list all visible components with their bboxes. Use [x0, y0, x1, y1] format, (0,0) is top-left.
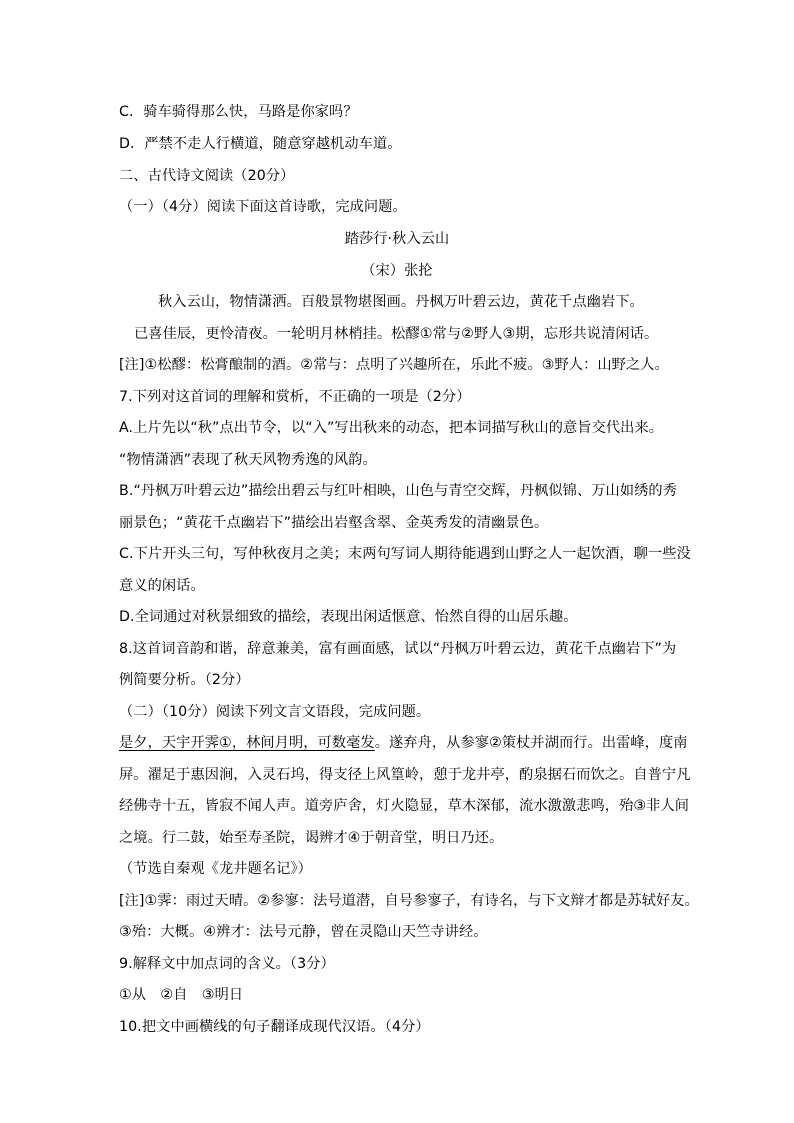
option-c-line: C．骑车骑得那么快，马路是你家吗？	[119, 104, 358, 120]
option-d-line: D．严禁不走人行横道，随意穿越机动车道。	[119, 136, 402, 152]
q7-option-c-cont: 意义的闲话。	[119, 578, 205, 594]
q7-option-a: A.上片先以“秋”点出节令，以“入”写出秋来的动态，把本词描写秋山的意旨交代出来。	[119, 420, 664, 436]
prose-source: （节选自秦观《龙井题名记》）	[119, 861, 312, 877]
question-9: 9.解释文中加点词的含义。（3分）	[119, 956, 335, 972]
prose-notes-2: ③殆：大概。④辨才：法号元静，曾在灵隐山天竺寺讲经。	[119, 924, 488, 940]
question-8: 8.这首词音韵和谐，辞意兼美，富有画面感，试以“丹枫万叶碧云边，黄花千点幽岩下”为	[119, 641, 677, 657]
poem-title: 踏莎行·秋入云山	[344, 231, 450, 247]
q7-option-a-cont: “物情潇洒”表现了秋天风物秀逸的风韵。	[119, 452, 377, 468]
poem-author: （宋）张抡	[361, 263, 433, 279]
q7-option-b: B.“丹枫万叶碧云边”描绘出碧云与红叶相映，山色与青空交辉，丹枫似锦、万山如绣的秀	[119, 483, 677, 499]
prose-line-2: 屏。濯足于惠因涧，入灵石坞，得支径上风篁岭，憩于龙井亭，酌泉据石而饮之。自普宁凡	[119, 767, 691, 783]
subsection-prose-intro: （二）（10分）阅读下列文言文语段，完成问题。	[119, 704, 431, 720]
prose-notes-1: [注]①霁：雨过天晴。②参寥：法号道潜，自号参寥子，有诗名，与下文辩才都是苏轼好友。	[119, 893, 699, 909]
prose-line-4: 之境。行二鼓，始至寿圣院，谒辨才④于朝音堂，明日乃还。	[119, 830, 504, 846]
prose-line-1	[119, 734, 688, 752]
question-8-cont: 例简要分析。（2分）	[119, 672, 250, 688]
q7-option-c: C.下片开头三句，写仲秋夜月之美；末两句写词人期待能遇到山野之人一起饮酒，聊一些没	[119, 546, 691, 562]
q7-option-d: D.全词通过对秋景细致的描绘，表现出闲适惬意、怡然自得的山居乐趣。	[119, 609, 578, 625]
poem-notes: [注]①松醪：松膏酿制的酒。②常与：点明了兴趣所在，乐此不疲。③野人：山野之人。	[119, 357, 669, 373]
question-9-words: ①从 ②自 ③明日	[119, 987, 244, 1003]
question-10: 10.把文中画横线的句子翻译成现代汉语。（4分）	[119, 1019, 430, 1035]
question-7: 7.下列对这首词的理解和赏析，不正确的一项是（2分）	[119, 389, 471, 405]
poem-stanza-2: 已喜佳辰，更怜清夜。一轮明月林梢挂。松醪①常与②野人③期，忘形共说清闲话。	[134, 326, 659, 342]
q7-option-b-cont: 丽景色；“黄花千点幽岩下”描绘出岩壑含翠、金英秀发的清幽景色。	[119, 515, 549, 531]
subsection-poem-intro: （一）（4分）阅读下面这首诗歌，完成问题。	[119, 199, 407, 215]
section-heading: 二、古代诗文阅读（20分）	[119, 168, 295, 184]
prose-line-1-rest: 。遂弃舟，从参寥②策杖并湖而行。出雷峰，度南	[374, 735, 688, 751]
prose-line-3: 经佛寺十五，皆寂不闻人声。道旁庐舍，灯火隐显，草木深郁，流水激激悲鸣，殆③非人间	[119, 798, 690, 814]
poem-stanza-1: 秋入云山，物情潇洒。百般景物堪图画。丹枫万叶碧云边，黄花千点幽岩下。	[158, 294, 644, 310]
underlined-sentence: 是夕，天宇开霁①，林间月明，可数毫发	[119, 735, 375, 751]
